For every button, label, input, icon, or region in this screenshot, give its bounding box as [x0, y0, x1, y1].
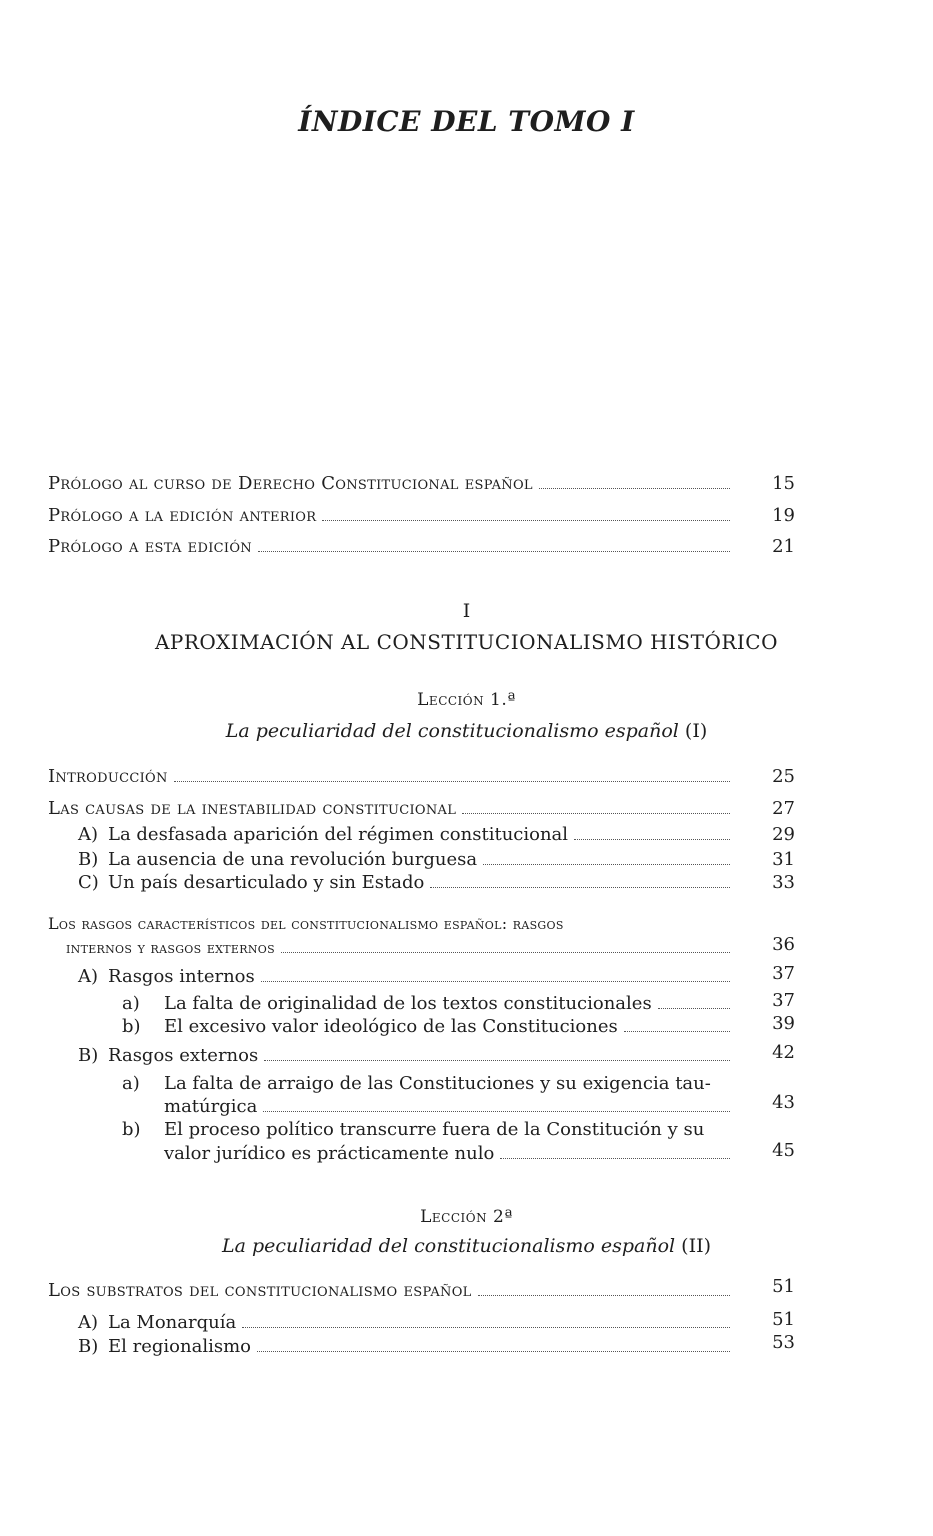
toc-entry-external-b-line1[interactable]: [122, 1119, 704, 1141]
lesson-subtitle-text: La peculiaridad del constitucionalismo español: [225, 720, 679, 742]
item-text: El regionalismo: [108, 1336, 251, 1357]
toc-entry-causes-b[interactable]: [78, 849, 734, 871]
toc-page-number: 21: [772, 536, 795, 557]
leader-dots: [174, 780, 730, 782]
lesson-2-heading: Lección 2ª: [420, 1207, 513, 1227]
leader-dots: [257, 1350, 730, 1352]
toc-page-number: 53: [772, 1332, 795, 1353]
leader-dots: [261, 980, 730, 982]
toc-entry-prologue-course[interactable]: [48, 473, 734, 495]
item-text: Un país desarticulado y sin Estado: [108, 872, 425, 893]
leader-dots: [483, 863, 730, 865]
toc-entry-introduction[interactable]: [48, 766, 734, 788]
toc-page-number: 15: [772, 473, 795, 494]
item-label: A): [78, 1312, 99, 1333]
toc-entry-substrates[interactable]: [48, 1280, 734, 1302]
part-title: APROXIMACIÓN AL CONSTITUCIONALISMO HISTÓRICO: [154, 630, 779, 654]
toc-entry-label: [78, 1045, 258, 1067]
toc-page-number: 39: [772, 1013, 795, 1034]
toc-page-number: 19: [772, 505, 795, 526]
leader-dots: [539, 487, 730, 489]
toc-page-number: 25: [772, 766, 795, 787]
toc-page-number: 27: [772, 798, 795, 819]
lesson-subtitle-number: (II): [681, 1235, 712, 1257]
toc-entry-label: matúrgica: [164, 1096, 258, 1117]
leader-dots: [264, 1059, 730, 1061]
item-text: Rasgos internos: [108, 966, 255, 987]
item-label: C): [78, 872, 99, 893]
leader-dots: [658, 1007, 730, 1009]
page-title: ÍNDICE DEL TOMO I: [298, 105, 635, 138]
lesson-1-subtitle: [0, 720, 933, 742]
toc-entry-label: Los substratos del constitucionalismo español: [48, 1280, 472, 1301]
toc-entry-traits[interactable]: [66, 937, 734, 959]
toc-entry-internal-a[interactable]: [122, 993, 734, 1015]
toc-entry-label: Las causas de la inestabilidad constitucional: [48, 798, 457, 819]
item-text: La desfasada aparición del régimen constitucional: [108, 824, 569, 845]
item-text: El excesivo valor ideológico de las Constituciones: [164, 1016, 618, 1037]
toc-page-number: 43: [772, 1092, 795, 1113]
item-text: La Monarquía: [108, 1312, 237, 1333]
toc-entry-traits-line1[interactable]: Los rasgos característicos del constitucionalismo español: rasgos: [48, 914, 564, 933]
leader-dots: [258, 550, 730, 552]
item-label: b): [122, 1119, 141, 1140]
toc-entry-label: [78, 849, 477, 871]
toc-page-number: 31: [772, 849, 795, 870]
lesson-subtitle-number: (I): [684, 720, 708, 742]
toc-entry-internal[interactable]: [78, 966, 734, 988]
item-label: B): [78, 1336, 99, 1357]
toc-entry-label: [122, 1016, 618, 1038]
item-label: a): [122, 1073, 140, 1094]
toc-entry-label: valor jurídico es prácticamente nulo: [164, 1143, 495, 1164]
toc-entry-internal-b[interactable]: [122, 1016, 734, 1038]
toc-entry-regionalism[interactable]: [78, 1336, 734, 1358]
leader-dots: [242, 1326, 730, 1328]
toc-entry-label: [122, 993, 652, 1015]
toc-entry-label: [78, 1336, 251, 1358]
item-label: A): [78, 966, 99, 987]
toc-entry-causes-c[interactable]: [78, 872, 734, 894]
toc-page-number: 36: [772, 934, 795, 955]
toc-entry-label: Prólogo a esta edición: [48, 536, 252, 557]
lesson-1-heading: Lección 1.ª: [417, 690, 516, 710]
item-text: La falta de arraigo de las Constituciones y su exigencia tau-: [164, 1073, 711, 1094]
toc-entry-prologue-this[interactable]: [48, 536, 734, 558]
toc-entry-external-a[interactable]: [164, 1096, 734, 1118]
item-label: B): [78, 1045, 99, 1066]
toc-entry-label: [78, 872, 424, 894]
toc-page-number: 42: [772, 1042, 795, 1063]
toc-entry-label: [78, 1312, 236, 1334]
leader-dots: [322, 519, 730, 521]
leader-dots: [574, 838, 730, 840]
item-text: La ausencia de una revolución burguesa: [108, 849, 478, 870]
toc-page-number: 51: [772, 1276, 795, 1297]
item-text: El proceso político transcurre fuera de la Constitución y su: [164, 1119, 705, 1140]
leader-dots: [624, 1030, 730, 1032]
toc-entry-label: Prólogo al curso de Derecho Constitucional español: [48, 473, 533, 494]
toc-entry-label: [78, 966, 255, 988]
toc-entry-causes[interactable]: [48, 798, 734, 820]
toc-page-number: 45: [772, 1140, 795, 1161]
item-label: A): [78, 824, 99, 845]
lesson-2-subtitle: [0, 1235, 933, 1257]
lesson-subtitle-text: La peculiaridad del constitucionalismo español: [221, 1235, 676, 1257]
toc-entry-external-b[interactable]: [164, 1143, 734, 1165]
toc-entry-label: [78, 824, 568, 846]
item-label: b): [122, 1016, 141, 1037]
toc-page-number: 33: [772, 872, 795, 893]
leader-dots: [281, 951, 730, 953]
item-label: a): [122, 993, 140, 1014]
item-text: Rasgos externos: [108, 1045, 259, 1066]
item-text: La falta de originalidad de los textos constitucionales: [164, 993, 652, 1014]
leader-dots: [478, 1294, 730, 1296]
toc-entry-label: Introducción: [48, 766, 168, 787]
leader-dots: [500, 1157, 730, 1159]
toc-entry-causes-a[interactable]: [78, 824, 734, 846]
leader-dots: [263, 1110, 730, 1112]
leader-dots: [462, 812, 730, 814]
toc-page-number: 29: [772, 824, 795, 845]
toc-entry-external[interactable]: [78, 1045, 734, 1067]
leader-dots: [430, 886, 730, 888]
part-number: I: [462, 600, 471, 622]
toc-entry-monarchy[interactable]: [78, 1312, 734, 1334]
toc-entry-prologue-previous[interactable]: [48, 505, 734, 527]
toc-entry-label: Prólogo a la edición anterior: [48, 505, 317, 526]
toc-page-number: 51: [772, 1309, 795, 1330]
item-label: B): [78, 849, 99, 870]
toc-page-number: 37: [772, 963, 795, 984]
toc-page-number: 37: [772, 990, 795, 1011]
toc-entry-label: internos y rasgos externos: [66, 938, 275, 957]
toc-entry-external-a-line1[interactable]: [122, 1073, 711, 1095]
